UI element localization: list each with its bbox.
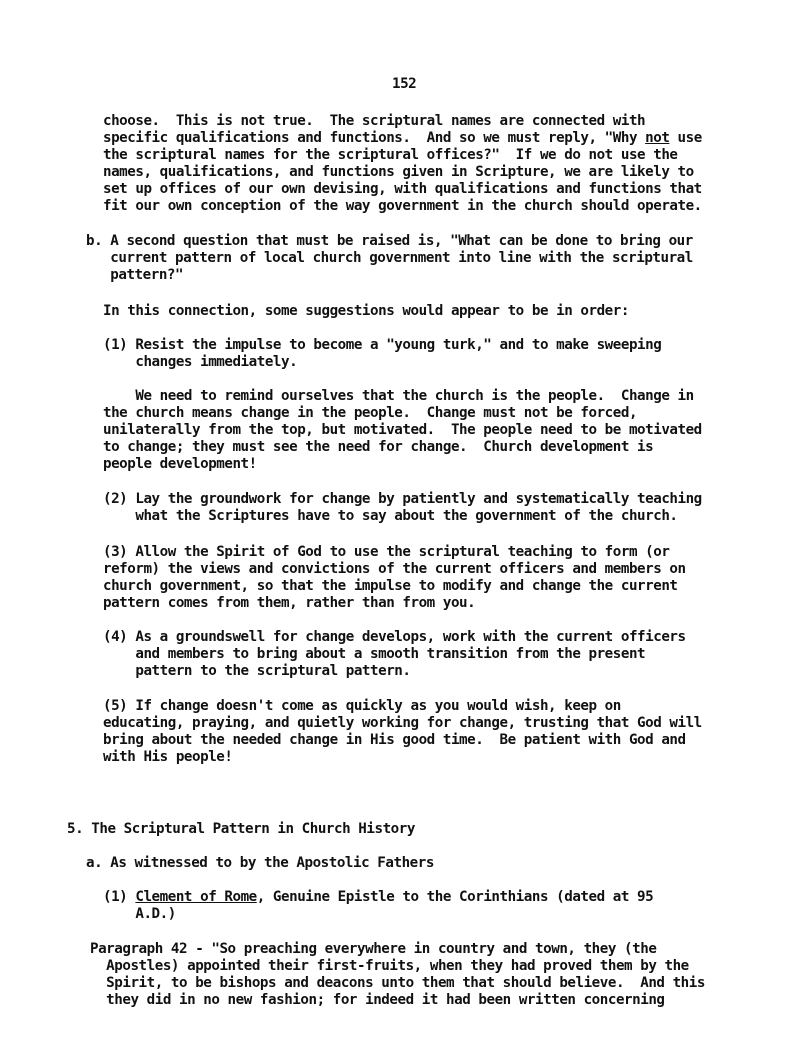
text-line: (1) Resist the impulse to become a "young turk," and to make sweeping	[103, 337, 662, 353]
text-line: (2) Lay the groundwork for change by patiently and systematically teaching	[103, 491, 702, 507]
text-line: Spirit, to be bishops and deacons unto them that should believe. And this	[90, 975, 705, 991]
subsection-heading: a. As witnessed to by the Apostolic Fathers	[86, 855, 434, 871]
text-line: current pattern of local church government into line with the scriptural	[86, 250, 693, 266]
text-line: with His people!	[103, 749, 233, 765]
text-line: We need to remind ourselves that the church is the people. Change in	[103, 388, 694, 404]
text-span: , Genuine Epistle to the Corinthians (dated at 95	[256, 889, 654, 905]
text-line: what the Scriptures have to say about the government of the church.	[103, 508, 678, 524]
text-line: A.D.)	[103, 906, 176, 922]
text-line: (4) As a groundswell for change develops, work with the current officers	[103, 629, 686, 645]
text-line: reform) the views and convictions of the current officers and members on	[103, 561, 686, 577]
text-line: names, qualifications, and functions given in Scripture, we are likely to	[103, 164, 694, 180]
text-line: Apostles) appointed their first-fruits, when they had proved them by the	[90, 958, 689, 974]
text-line: set up offices of our own devising, with qualifications and functions that	[103, 181, 702, 197]
text-line: pattern?"	[86, 267, 184, 283]
text-span: use	[669, 130, 702, 146]
text-line: b. A second question that must be raised is, "What can be done to bring our	[86, 233, 693, 249]
section-heading: 5. The Scriptural Pattern in Church History	[67, 821, 415, 837]
text-span: specific qualifications and functions. And so we must reply, "Why	[103, 130, 646, 146]
text-line: the scriptural names for the scriptural offices?" If we do not use the	[103, 147, 678, 163]
text-line: choose. This is not true. The scriptural names are connected with	[103, 113, 646, 129]
text-line: (5) If change doesn't come as quickly as you would wish, keep on	[103, 698, 621, 714]
text-line: educating, praying, and quietly working for change, trusting that God will	[103, 715, 702, 731]
text-line: pattern to the scriptural pattern.	[103, 663, 411, 679]
emphasis-not: not	[645, 130, 670, 146]
text-line: In this connection, some suggestions would appear to be in order:	[103, 303, 629, 319]
page-number: 152	[392, 76, 417, 92]
text-line: church government, so that the impulse to modify and change the current	[103, 578, 678, 594]
text-line: changes immediately.	[103, 354, 298, 370]
text-line: fit our own conception of the way government in the church should operate.	[103, 198, 702, 214]
text-line: Paragraph 42 - "So preaching everywhere in country and town, they (the	[90, 941, 657, 957]
text-line: and members to bring about a smooth transition from the present	[103, 646, 646, 662]
text-line: the church means change in the people. Change must not be forced,	[103, 405, 638, 421]
text-line: they did in no new fashion; for indeed it had been written concerning	[90, 992, 665, 1008]
text-line	[103, 129, 702, 147]
text-line: pattern comes from them, rather than from you.	[103, 595, 476, 611]
text-line: (3) Allow the Spirit of God to use the scriptural teaching to form (or	[103, 544, 670, 560]
text-line	[103, 888, 653, 906]
text-span: (1)	[103, 889, 136, 905]
text-line: unilaterally from the top, but motivated. The people need to be motivated	[103, 422, 702, 438]
source-title: Clement of Rome	[135, 889, 257, 905]
text-line: people development!	[103, 456, 257, 472]
text-line: bring about the needed change in His good time. Be patient with God and	[103, 732, 686, 748]
text-line: to change; they must see the need for change. Church development is	[103, 439, 654, 455]
